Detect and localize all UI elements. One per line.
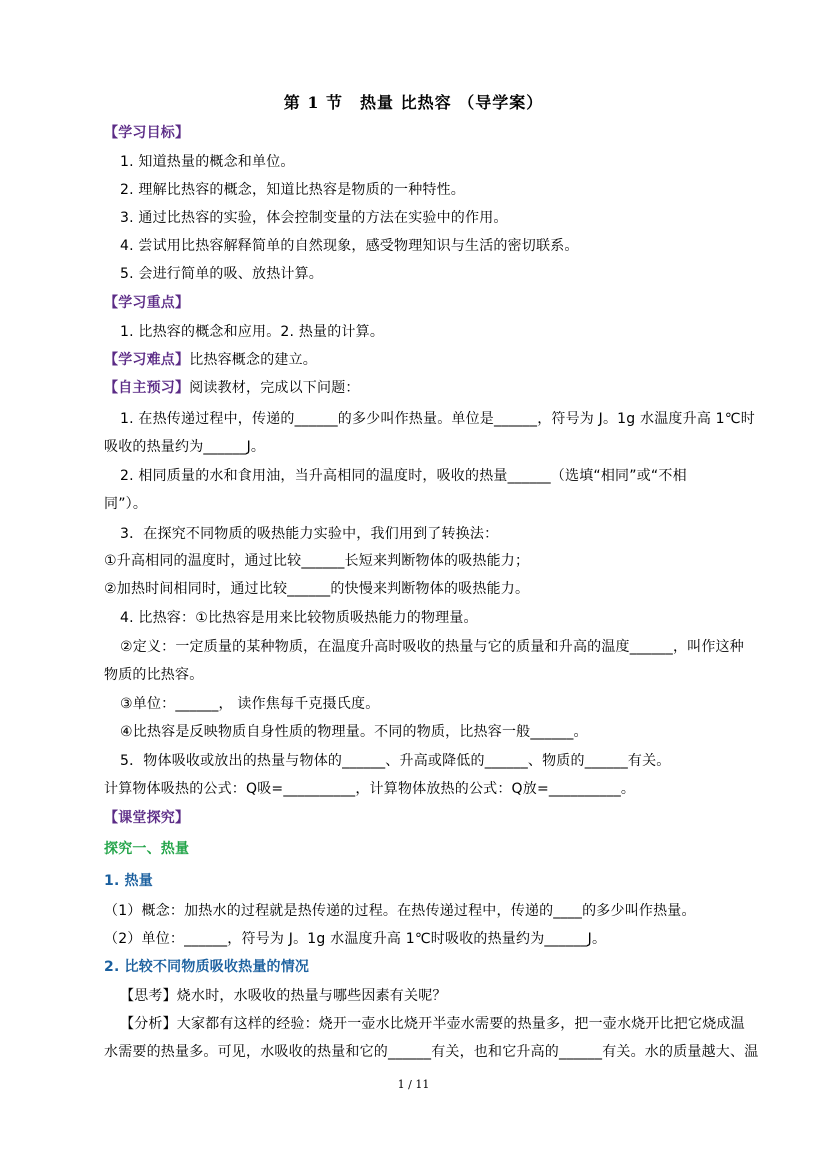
preview-line: ②定义：一定质量的某种物质，在温度升高时吸收的热量与它的质量和升高的温度______，叫作这种 bbox=[120, 639, 744, 655]
goal-item: 2. 理解比热容的概念，知道比热容是物质的一种特性。 bbox=[120, 182, 466, 198]
preview-heading: 【自主预习】 bbox=[104, 380, 190, 396]
goal-item: 1. 知道热量的概念和单位。 bbox=[120, 154, 295, 170]
preview-line: 同”）。 bbox=[104, 496, 148, 512]
page-number: 1 / 11 bbox=[397, 1078, 430, 1091]
preview-line: ③单位：______， 读作焦每千克摄氏度。 bbox=[120, 696, 380, 712]
analysis-line: 【分析】大家都有这样的经验：烧开一壶水比烧开半壶水需要的热量多，把一壶水烧开比把它烧成温 bbox=[120, 1016, 745, 1032]
difficulty-text: 比热容概念的建立。 bbox=[189, 352, 318, 368]
preview-line: 计算物体吸热的公式：Q吸=__________，计算物体放热的公式：Q放=__________。 bbox=[104, 781, 636, 797]
explore-item1-heading: 1. 热量 bbox=[104, 873, 153, 889]
preview-line: 吸收的热量约为______J。 bbox=[104, 439, 266, 455]
key-heading: 【学习重点】 bbox=[104, 295, 190, 311]
preview-intro: 阅读教材，完成以下问题： bbox=[189, 380, 360, 396]
preview-line: 2. 相同质量的水和食用油，当升高相同的温度时，吸收的热量______（选填“相同”或“不相 bbox=[120, 468, 687, 484]
preview-line: 5．物体吸收或放出的热量与物体的______、升高或降低的______、物质的______有关。 bbox=[120, 753, 671, 769]
think-line: 【思考】烧水时，水吸收的热量与哪些因素有关呢？ bbox=[120, 988, 447, 1004]
analysis-line: 水需要的热量多。可见，水吸收的热量和它的______有关，也和它升高的______有关。水的质量越大、温 bbox=[104, 1044, 759, 1060]
goal-item: 3. 通过比热容的实验，体会控制变量的方法在实验中的作用。 bbox=[120, 210, 508, 226]
difficulty-line bbox=[104, 350, 317, 370]
page-title: 第 1 节 热量 比热容 （导学案） bbox=[283, 93, 544, 112]
preview-line: ①升高相同的温度时，通过比较______长短来判断物体的吸热能力； bbox=[104, 553, 530, 569]
preview-line: ②加热时间相同时，通过比较______的快慢来判断物体的吸热能力。 bbox=[104, 581, 530, 597]
key-points: 1. 比热容的概念和应用。2. 热量的计算。 bbox=[120, 324, 385, 340]
difficulty-heading: 【学习难点】 bbox=[104, 352, 190, 368]
preview-line: 3．在探究不同物质的吸热能力实验中，我们用到了转换法： bbox=[120, 526, 499, 542]
explore-item1-line: （1）概念：加热水的过程就是热传递的过程。在热传递过程中，传递的____的多少叫作热量。 bbox=[104, 903, 696, 919]
goal-item: 4. 尝试用比热容解释简单的自然现象，感受物理知识与生活的密切联系。 bbox=[120, 238, 579, 254]
explore-item1-line: （2）单位：______，符号为 J。1g 水温度升高 1℃时吸收的热量约为______J。 bbox=[104, 931, 607, 947]
goal-item: 5. 会进行简单的吸、放热计算。 bbox=[120, 266, 324, 282]
class-heading: 【课堂探究】 bbox=[104, 810, 190, 826]
preview-line: 4. 比热容：①比热容是用来比较物质吸热能力的物理量。 bbox=[120, 610, 478, 626]
preview-line: 物质的比热容。 bbox=[104, 667, 204, 683]
explore-item2-heading: 2. 比较不同物质吸收热量的情况 bbox=[104, 959, 310, 975]
preview-line: 1. 在热传递过程中，传递的______的多少叫作热量。单位是______，符号为 J。1g 水温度升高 1℃时 bbox=[120, 411, 755, 427]
explore-heading: 探究一、热量 bbox=[104, 841, 190, 857]
preview-line: ④比热容是反映物质自身性质的物理量。不同的物质，比热容一般______。 bbox=[120, 724, 588, 740]
goals-heading: 【学习目标】 bbox=[104, 125, 190, 141]
preview-line bbox=[104, 378, 360, 398]
